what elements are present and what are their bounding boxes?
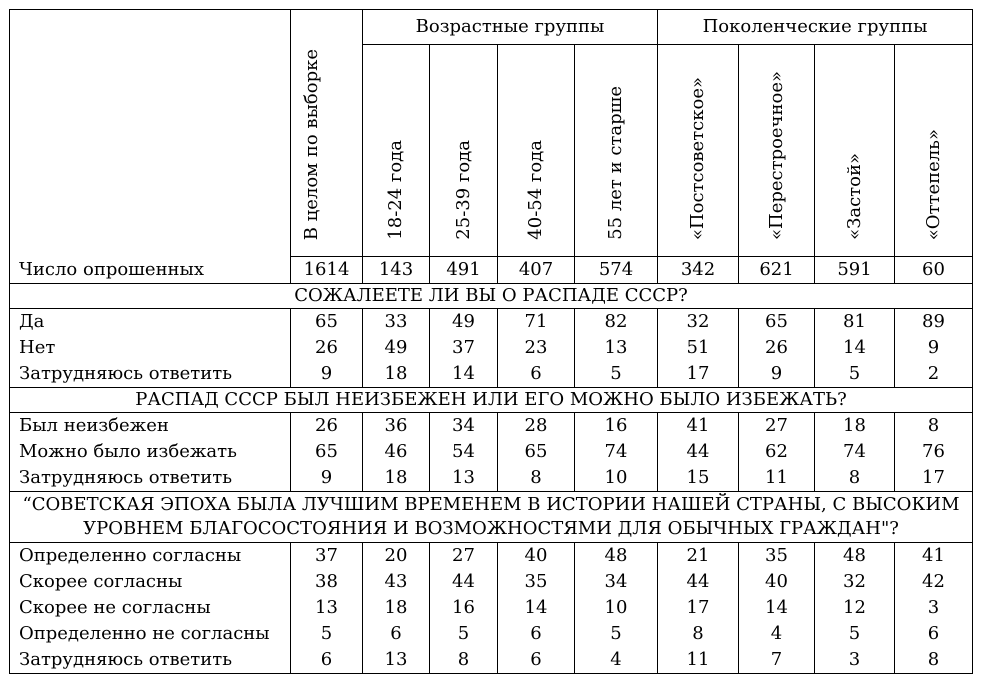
- table-cell: 8: [815, 465, 895, 492]
- col-header-age-4: 55 лет и старше: [575, 45, 658, 257]
- table-cell: 6: [363, 621, 430, 647]
- survey-table: [9, 9, 973, 674]
- col-header-total: В целом по выборке: [291, 10, 363, 257]
- table-row: [10, 621, 973, 647]
- section-title: РАСПАД СССР БЫЛ НЕИЗБЕЖЕН ИЛИ ЕГО МОЖНО БЫЛО ИЗБЕЖАТЬ?: [10, 388, 973, 413]
- table-cell: 4: [575, 647, 658, 674]
- table-cell: 65: [739, 309, 815, 336]
- table-cell: 13: [575, 335, 658, 361]
- table-cell: 20: [363, 543, 430, 570]
- table-cell: 11: [658, 647, 739, 674]
- table-cell: 5: [575, 361, 658, 388]
- table-cell: 40: [498, 543, 575, 570]
- table-cell: 16: [430, 595, 498, 621]
- table-cell: 42: [895, 569, 973, 595]
- col-header-age-1: 18-24 года: [363, 45, 430, 257]
- table-cell: 33: [363, 309, 430, 336]
- table-cell: 5: [815, 361, 895, 388]
- table-cell: 44: [430, 569, 498, 595]
- table-cell: 2: [895, 361, 973, 388]
- table-cell: 37: [291, 543, 363, 570]
- corner-cell: [10, 10, 291, 257]
- table-cell: 6: [895, 621, 973, 647]
- table-cell: 14: [430, 361, 498, 388]
- respondents-value: 407: [498, 257, 575, 284]
- table-cell: 44: [658, 569, 739, 595]
- table-cell: 21: [658, 543, 739, 570]
- table-cell: 9: [739, 361, 815, 388]
- table-cell: 18: [363, 465, 430, 492]
- row-label: Затрудняюсь ответить: [10, 361, 291, 388]
- respondents-row: [10, 257, 973, 284]
- table-cell: 23: [498, 335, 575, 361]
- row-label: Был неизбежен: [10, 413, 291, 440]
- table-cell: 8: [430, 647, 498, 674]
- table-cell: 9: [291, 361, 363, 388]
- table-cell: 32: [658, 309, 739, 336]
- table-cell: 43: [363, 569, 430, 595]
- table-cell: 17: [658, 595, 739, 621]
- table-cell: 35: [498, 569, 575, 595]
- table-cell: 82: [575, 309, 658, 336]
- table-cell: 6: [291, 647, 363, 674]
- respondents-value: 621: [739, 257, 815, 284]
- table-cell: 18: [363, 595, 430, 621]
- table-cell: 65: [291, 309, 363, 336]
- table-cell: 27: [739, 413, 815, 440]
- col-header-age-3: 40-54 года: [498, 45, 575, 257]
- table-cell: 7: [739, 647, 815, 674]
- table-cell: 6: [498, 361, 575, 388]
- table-row: [10, 595, 973, 621]
- table-cell: 11: [739, 465, 815, 492]
- respondents-label: Число опрошенных: [10, 257, 291, 284]
- col-header-age-2: 25-39 года: [430, 45, 498, 257]
- table-cell: 9: [291, 465, 363, 492]
- table-cell: 27: [430, 543, 498, 570]
- table-cell: 5: [291, 621, 363, 647]
- table-cell: 74: [815, 439, 895, 465]
- table-cell: 14: [815, 335, 895, 361]
- age-group-title: Возрастные группы: [363, 10, 658, 45]
- table-cell: 41: [658, 413, 739, 440]
- table-row: [10, 543, 973, 570]
- table-cell: 28: [498, 413, 575, 440]
- respondents-value: 342: [658, 257, 739, 284]
- respondents-value: 491: [430, 257, 498, 284]
- row-label: Затрудняюсь ответить: [10, 647, 291, 674]
- table-cell: 4: [739, 621, 815, 647]
- table-cell: 14: [498, 595, 575, 621]
- section-title-row: [10, 492, 973, 543]
- table-cell: 6: [498, 621, 575, 647]
- respondents-value: 60: [895, 257, 973, 284]
- table-cell: 18: [815, 413, 895, 440]
- table-cell: 32: [815, 569, 895, 595]
- table-cell: 48: [575, 543, 658, 570]
- table-cell: 8: [895, 647, 973, 674]
- table-row: [10, 439, 973, 465]
- table-cell: 10: [575, 595, 658, 621]
- table-row: [10, 413, 973, 440]
- table-cell: 12: [815, 595, 895, 621]
- table-cell: 26: [291, 335, 363, 361]
- table-cell: 37: [430, 335, 498, 361]
- table-cell: 13: [430, 465, 498, 492]
- section-title-row: [10, 284, 973, 309]
- table-row: [10, 647, 973, 674]
- table-cell: 48: [815, 543, 895, 570]
- table-row: [10, 361, 973, 388]
- table-cell: 34: [430, 413, 498, 440]
- respondents-value: 143: [363, 257, 430, 284]
- table-cell: 3: [895, 595, 973, 621]
- table-cell: 35: [739, 543, 815, 570]
- respondents-value: 1614: [291, 257, 363, 284]
- table-cell: 49: [430, 309, 498, 336]
- table-cell: 8: [498, 465, 575, 492]
- col-header-gen-1: «Постсоветское»: [658, 45, 739, 257]
- table-cell: 26: [739, 335, 815, 361]
- table-cell: 54: [430, 439, 498, 465]
- row-label: Скорее не согласны: [10, 595, 291, 621]
- row-label: Можно было избежать: [10, 439, 291, 465]
- table-cell: 3: [815, 647, 895, 674]
- table-row: [10, 309, 973, 336]
- table-cell: 38: [291, 569, 363, 595]
- row-label: Определенно не согласны: [10, 621, 291, 647]
- table-cell: 18: [363, 361, 430, 388]
- table-row: [10, 335, 973, 361]
- row-label: Нет: [10, 335, 291, 361]
- table-cell: 62: [739, 439, 815, 465]
- col-header-gen-2: «Перестроечное»: [739, 45, 815, 257]
- table-cell: 89: [895, 309, 973, 336]
- table-cell: 46: [363, 439, 430, 465]
- row-label: Да: [10, 309, 291, 336]
- table-cell: 51: [658, 335, 739, 361]
- table-cell: 6: [498, 647, 575, 674]
- table-cell: 44: [658, 439, 739, 465]
- section-title-row: [10, 388, 973, 413]
- table-cell: 40: [739, 569, 815, 595]
- table-cell: 36: [363, 413, 430, 440]
- table-cell: 16: [575, 413, 658, 440]
- table-cell: 5: [430, 621, 498, 647]
- table-cell: 76: [895, 439, 973, 465]
- table-row: [10, 569, 973, 595]
- table-cell: 15: [658, 465, 739, 492]
- section-title: СОЖАЛЕЕТЕ ЛИ ВЫ О РАСПАДЕ СССР?: [10, 284, 973, 309]
- table-cell: 17: [895, 465, 973, 492]
- table-cell: 26: [291, 413, 363, 440]
- respondents-value: 574: [575, 257, 658, 284]
- table-cell: 65: [498, 439, 575, 465]
- table-cell: 71: [498, 309, 575, 336]
- respondents-value: 591: [815, 257, 895, 284]
- table-cell: 13: [363, 647, 430, 674]
- table-cell: 5: [815, 621, 895, 647]
- table-cell: 5: [575, 621, 658, 647]
- table-cell: 8: [895, 413, 973, 440]
- table-cell: 13: [291, 595, 363, 621]
- table-cell: 17: [658, 361, 739, 388]
- col-header-gen-3: «Застой»: [815, 45, 895, 257]
- col-header-gen-4: «Оттепель»: [895, 45, 973, 257]
- table-cell: 9: [895, 335, 973, 361]
- table-cell: 74: [575, 439, 658, 465]
- generation-group-title: Поколенческие группы: [658, 10, 973, 45]
- table-cell: 14: [739, 595, 815, 621]
- row-label: Скорее согласны: [10, 569, 291, 595]
- table-cell: 41: [895, 543, 973, 570]
- table-cell: 65: [291, 439, 363, 465]
- section-title: “СОВЕТСКАЯ ЭПОХА БЫЛА ЛУЧШИМ ВРЕМЕНЕМ В ИСТОРИИ НАШЕЙ СТРАНЫ, С ВЫСОКИМ УРОВНЕМ БЛАГОСОСТОЯНИЯ И ВОЗМОЖНОСТЯМИ ДЛЯ ОБЫЧНЫХ ГРАЖДАН"?: [10, 492, 973, 543]
- table-cell: 81: [815, 309, 895, 336]
- table-row: [10, 465, 973, 492]
- table-cell: 10: [575, 465, 658, 492]
- table-cell: 49: [363, 335, 430, 361]
- table-cell: 34: [575, 569, 658, 595]
- row-label: Определенно согласны: [10, 543, 291, 570]
- table-cell: 8: [658, 621, 739, 647]
- row-label: Затрудняюсь ответить: [10, 465, 291, 492]
